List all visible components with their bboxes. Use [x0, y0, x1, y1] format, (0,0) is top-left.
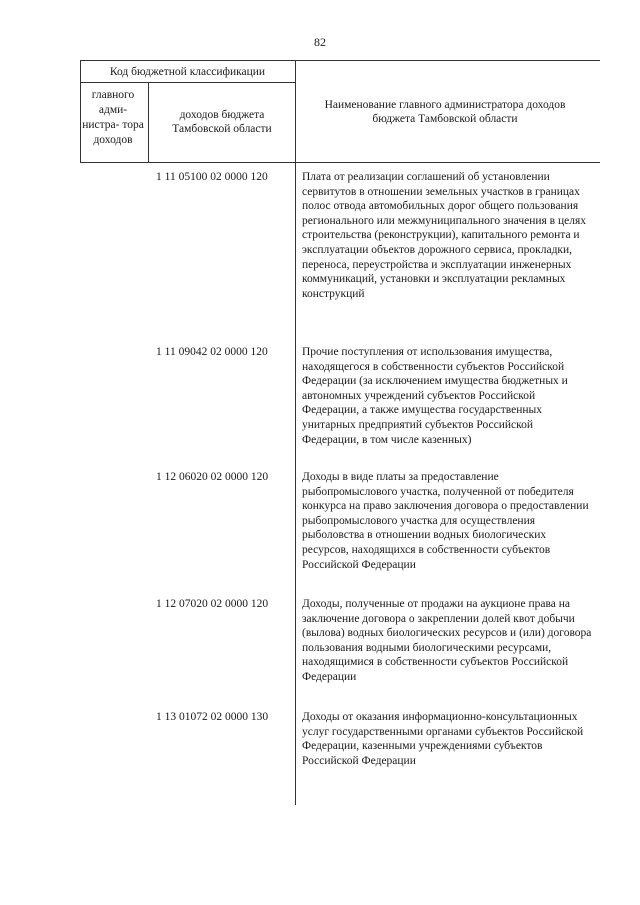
group-header-underline — [80, 82, 295, 83]
header-bottom-border — [80, 162, 600, 163]
row-1-name: Плата от реализации соглашений об установлении сервитутов в отношении земельных участков в границах полос отвода автомобильных дорог общего пользования регионального или межмуниципального значения в целях строительства (реконструкции), капитального ремонта и эксплуатации объектов дорожного сервиса, прокладки, переноса, переустройства и эксплуатации инженерных коммуникаций, установки и эксплуатации рекламных конструкций — [302, 171, 587, 300]
row-2-code: 1 11 09042 02 0000 120 — [156, 346, 268, 358]
page-number: 82 — [314, 35, 326, 49]
row-2-name: Прочие поступления от использования имущества, находящегося в собственности субъектов Российской Федерации (за исключением имущества бюджетных и автономных учреждений субъектов Российской Федерации, а также имущества государственных унитарных предприятий субъектов Российской Федерации, в том числе казенных) — [302, 346, 568, 446]
row-4-code: 1 12 07020 02 0000 120 — [156, 598, 269, 610]
header-revenue-code: доходов бюджета Тамбовской области — [172, 109, 272, 135]
group-header: Код бюджетной классификации — [109, 66, 266, 78]
header-admin-name: Наименование главного администратора доходов бюджета Тамбовской области — [324, 99, 566, 125]
header-admin-code: главного адми- нистра- тора доходов — [82, 89, 144, 146]
row-3-code: 1 12 06020 02 0000 120 — [156, 471, 269, 483]
budget-classification-table — [80, 60, 600, 805]
row-5-name: Доходы от оказания информационно-консультационных услуг государственными органами субъектов Российской Федерации, казенными учреждениями субъектов Российской Федерации — [302, 711, 584, 767]
table-top-border — [80, 60, 600, 61]
row-3-name: Доходы в виде платы за предоставление рыбопромыслового участка, полученной от победителя конкурса на право заключения договора о предоставлении рыбопромыслового участка для осуществления рыболовства в отношении водных биологических ресурсов, находящихся в собственности субъектов Российской Федерации — [302, 471, 589, 571]
col1-divider — [148, 82, 149, 163]
row-1-code: 1 11 05100 02 0000 120 — [156, 171, 268, 183]
row-5-code: 1 13 01072 02 0000 130 — [156, 711, 269, 723]
row-4-name: Доходы, полученные от продажи на аукционе права на заключение договора о закреплении долей квот добычи (вылова) водных биологических ресурсов и (или) договора пользования водными биологическими ресурсами, находящимися в собственности субъектов Российской Федерации — [302, 598, 592, 683]
